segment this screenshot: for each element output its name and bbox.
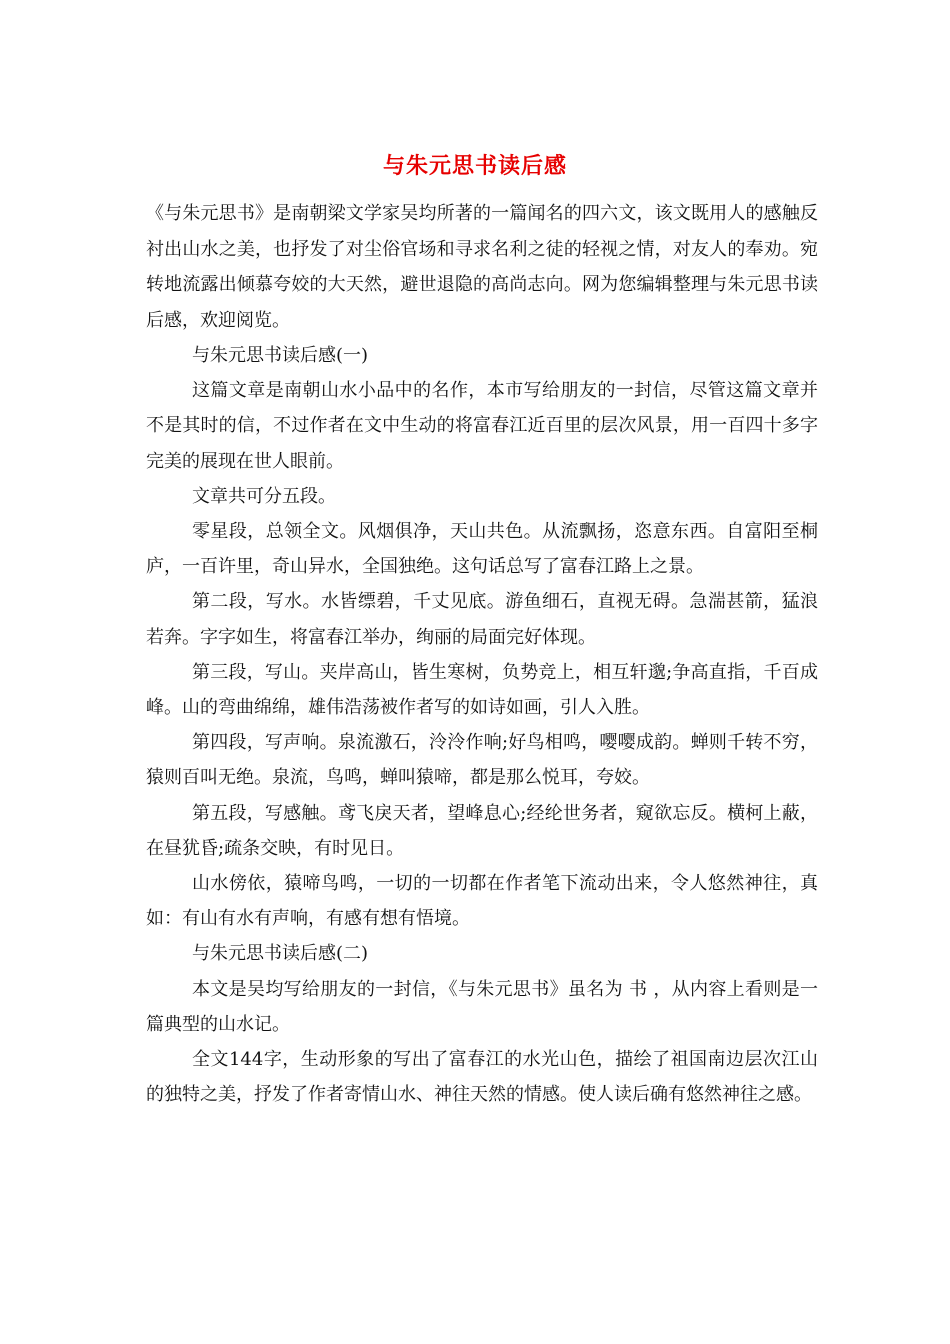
section-heading-1: 与朱元思书读后感(一) — [192, 345, 369, 366]
body-paragraph: 本文是吴均写给朋友的一封信，《与朱元思书》虽名为 书 ，从内容上看则是一篇典型的山水记。 — [146, 978, 818, 1035]
body-paragraph: 第五段，写感触。鸢飞戾天者，望峰息心;经纶世务者，窥欲忘反。横柯上蔽，在昼犹昏;疏条交映，有时见日。 — [146, 802, 818, 859]
body-paragraph: 文章共可分五段。 — [192, 485, 336, 507]
body-paragraph: 第二段，写水。水皆缥碧，千丈见底。游鱼细石，直视无碍。急湍甚箭，猛浪若奔。字字如生，将富春江举办，绚丽的局面完好体现。 — [146, 591, 818, 648]
intro-paragraph: 《与朱元思书》是南朝梁文学家吴均所著的一篇闻名的四六文，该文既用人的感触反衬出山水之美，也抒发了对尘俗官场和寻求名利之徒的轻视之情，对友人的奉劝。宛转地流露出倾慕夸姣的大天然，避世退隐的高尚志向。网为您编辑整理与朱元思书读后感，欢迎阅览。 — [146, 203, 818, 331]
body-paragraph: 零星段，总领全文。风烟俱净，天山共色。从流飘扬，恣意东西。自富阳至桐庐，一百许里，奇山异水，全国独绝。这句话总写了富春江路上之景。 — [146, 521, 818, 578]
body-paragraph: 全文144字，生动形象的写出了富春江的水光山色，描绘了祖国南边层次江山的独特之美，抒发了作者寄情山水、神往天然的情感。使人读后确有悠然神往之感。 — [146, 1049, 818, 1106]
body-paragraph: 第三段，写山。夹岸高山，皆生寒树，负势竞上，相互轩邈;争高直指，千百成峰。山的弯曲绵绵，雄伟浩荡被作者写的如诗如画，引人入胜。 — [146, 661, 818, 719]
body-paragraph: 山水傍依，猿啼鸟鸣，一切的一切都在作者笔下流动出来，令人悠然神往，真如：有山有水有声响，有感有想有悟境。 — [146, 873, 818, 930]
body-paragraph: 这篇文章是南朝山水小品中的名作，本市写给朋友的一封信，尽管这篇文章并不是其时的信，不过作者在文中生动的将富春江近百里的层次风景，用一百四十多字完美的展现在世人眼前。 — [146, 380, 818, 472]
document-body — [146, 196, 818, 1112]
document-title: 与朱元思书读后感 — [382, 153, 567, 179]
body-paragraph: 第四段，写声响。泉流激石，泠泠作响;好鸟相鸣，嘤嘤成韵。蝉则千转不穷，猿则百叫无绝。泉流，鸟鸣，蝉叫猿啼，都是那么悦耳，夸姣。 — [146, 732, 818, 789]
section-heading-2: 与朱元思书读后感(二) — [192, 943, 369, 965]
